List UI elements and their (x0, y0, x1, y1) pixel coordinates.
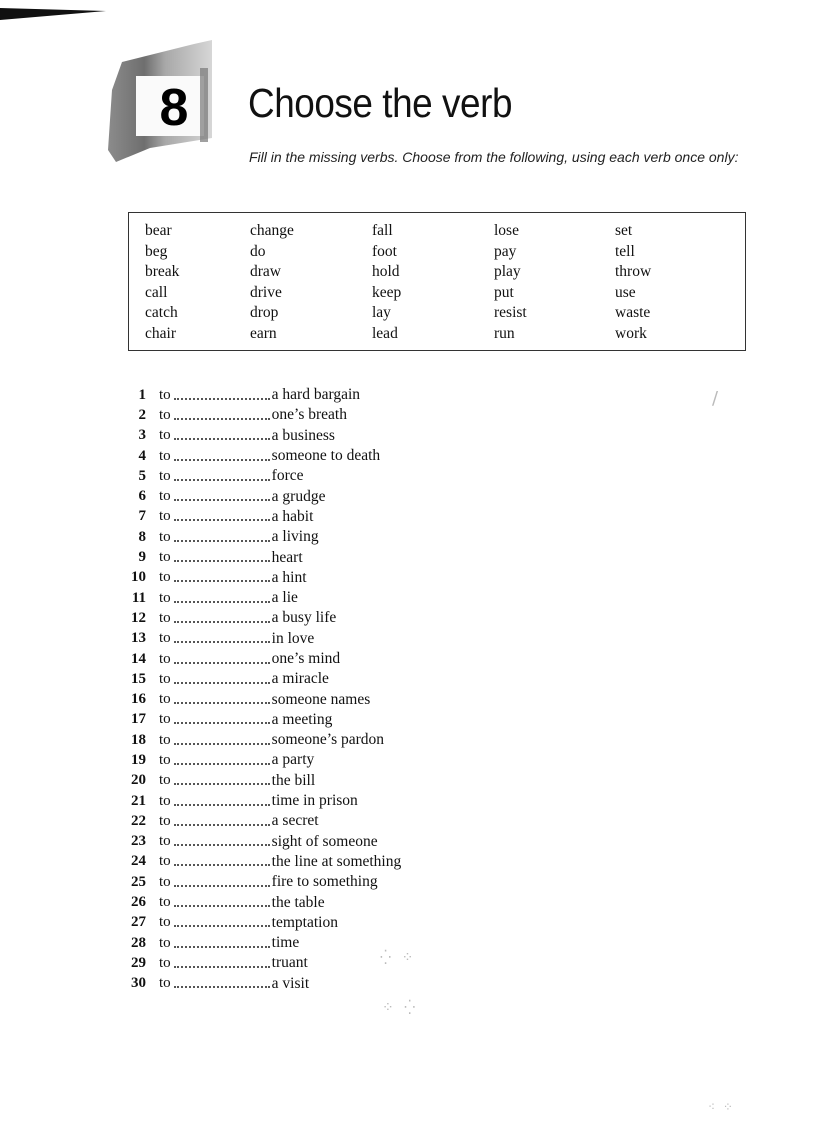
item-number: 11 (131, 589, 146, 606)
item-number: 10 (131, 569, 146, 586)
item-number: 30 (131, 975, 146, 992)
verb-item: do (250, 242, 266, 260)
item-to: to (159, 691, 171, 708)
exercise-item (120, 974, 401, 994)
verb-item: waste (615, 304, 651, 321)
item-to: to (159, 894, 171, 911)
item-phrase: a lie (271, 589, 298, 607)
verb-item: break (145, 263, 180, 280)
blank-line (174, 885, 270, 887)
blank-line (174, 804, 270, 806)
item-to: to (159, 954, 171, 971)
verb-list-box (128, 212, 746, 351)
verb-item: catch (145, 304, 178, 321)
exercise-item (120, 547, 401, 567)
item-phrase: force (271, 467, 304, 485)
item-number: 4 (138, 447, 146, 464)
blank-line (174, 479, 270, 481)
item-to: to (159, 569, 171, 586)
blank-line (174, 905, 270, 907)
verb-item: pay (494, 242, 517, 260)
item-number: 13 (131, 630, 146, 647)
item-number: 23 (131, 833, 146, 850)
item-number: 19 (131, 751, 146, 768)
exercise-item (120, 507, 401, 527)
blank-line (174, 418, 270, 420)
verb-item: run (494, 324, 515, 342)
exercise-item (120, 892, 401, 912)
exercise-item (120, 791, 401, 811)
exercise-item (120, 385, 401, 405)
blank-line (174, 946, 270, 948)
page-corner-arrow-icon (0, 6, 106, 22)
item-to: to (159, 406, 171, 423)
item-phrase: fire to something (271, 873, 378, 891)
blank-line (174, 925, 270, 927)
item-phrase: a miracle (271, 670, 329, 688)
item-phrase: a meeting (271, 710, 333, 728)
instructions: Fill in the missing verbs. Choose from the following, using each verb once only: (249, 149, 739, 165)
item-to: to (159, 467, 171, 484)
verb-item: drop (250, 304, 279, 321)
exercise-item (120, 405, 401, 425)
verb-item: set (615, 222, 633, 239)
verb-column (372, 221, 401, 344)
item-number: 28 (131, 934, 146, 951)
exercise-item (120, 750, 401, 770)
item-phrase: a visit (271, 974, 310, 992)
verb-item: bear (145, 222, 172, 239)
verb-item: play (494, 263, 521, 280)
blank-line (174, 763, 270, 765)
verb-column (145, 221, 179, 344)
blank-line (174, 824, 270, 826)
item-number: 25 (131, 873, 146, 890)
item-phrase: temptation (271, 913, 338, 931)
item-to: to (159, 447, 171, 464)
item-phrase: the line at something (271, 852, 402, 870)
verb-column (494, 221, 527, 344)
item-number: 8 (138, 528, 146, 545)
item-phrase: a secret (271, 812, 319, 830)
scan-noise: ⁘ ⁛ (382, 1000, 419, 1016)
item-number: 3 (138, 427, 146, 444)
verb-item: call (145, 283, 168, 301)
item-number: 20 (131, 772, 146, 789)
item-number: 26 (131, 894, 146, 911)
item-phrase: a grudge (271, 487, 326, 505)
verb-item: beg (145, 242, 168, 260)
item-phrase: a hint (271, 568, 307, 586)
verb-item: put (494, 283, 514, 301)
exercise-item (120, 811, 401, 831)
blank-line (174, 864, 270, 866)
blank-line (174, 621, 270, 623)
item-number: 12 (131, 609, 146, 626)
exercise-item (120, 710, 401, 730)
exercise-item (120, 588, 401, 608)
blank-line (174, 601, 270, 603)
item-to: to (159, 914, 171, 931)
item-phrase: time (271, 934, 300, 952)
exercise-item (120, 649, 401, 669)
unit-number: 8 (159, 79, 189, 137)
blank-line (174, 580, 270, 582)
verb-item: earn (250, 324, 277, 342)
exercise-item (120, 933, 401, 953)
item-number: 5 (138, 467, 146, 484)
blank-line (174, 398, 270, 400)
exercise-item (120, 832, 401, 852)
item-phrase: a hard bargain (271, 386, 361, 404)
blank-line (174, 641, 270, 643)
verb-item: work (615, 324, 647, 342)
verb-item: lead (372, 324, 398, 342)
blank-line (174, 743, 270, 745)
verb-item: change (250, 222, 294, 239)
exercise-item (120, 953, 401, 973)
item-to: to (159, 833, 171, 850)
verb-item: drive (250, 283, 282, 301)
item-phrase: someone names (271, 690, 371, 708)
item-to: to (159, 711, 171, 728)
blank-line (174, 682, 270, 684)
verb-item: chair (145, 324, 176, 342)
item-number: 7 (138, 508, 146, 525)
scan-noise: ⁖ ⁘ (708, 1100, 735, 1114)
verb-item: foot (372, 242, 397, 260)
item-phrase: a living (271, 528, 319, 546)
item-to: to (159, 975, 171, 992)
exercise-item (120, 689, 401, 709)
verb-column (615, 221, 651, 344)
item-to: to (159, 589, 171, 606)
item-phrase: one’s breath (271, 406, 347, 424)
verb-item: lay (372, 304, 391, 321)
exercise-item (120, 730, 401, 750)
exercise-item (120, 486, 401, 506)
item-number: 27 (131, 914, 146, 931)
item-to: to (159, 853, 171, 870)
exercise-item (120, 608, 401, 628)
blank-line (174, 540, 270, 542)
exercise-item (120, 426, 401, 446)
item-to: to (159, 751, 171, 768)
exercise-item (120, 669, 401, 689)
exercise-item (120, 872, 401, 892)
verb-item: keep (372, 283, 402, 301)
item-number: 9 (138, 549, 146, 566)
blank-line (174, 560, 270, 562)
item-to: to (159, 488, 171, 505)
item-phrase: one’s mind (271, 650, 341, 667)
item-phrase: the bill (271, 771, 316, 789)
item-to: to (159, 670, 171, 687)
scan-mark: / (712, 388, 719, 409)
exercise-item (120, 913, 401, 933)
item-to: to (159, 873, 171, 890)
exercise-item (120, 527, 401, 547)
blank-line (174, 844, 270, 846)
verb-item: use (615, 283, 636, 301)
item-to: to (159, 792, 171, 809)
item-phrase: a party (271, 751, 315, 769)
item-number: 18 (131, 731, 146, 748)
item-to: to (159, 609, 171, 626)
exercise-item (120, 466, 401, 486)
blank-line (174, 519, 270, 521)
blank-line (174, 722, 270, 724)
item-phrase: heart (271, 548, 303, 566)
exercise-item (120, 771, 401, 791)
page-title: Choose the verb (248, 80, 513, 126)
item-phrase: the table (271, 893, 325, 911)
item-phrase: in love (271, 629, 315, 647)
exercise-item (120, 629, 401, 649)
item-to: to (159, 427, 171, 444)
blank-line (174, 662, 270, 664)
item-to: to (159, 731, 171, 748)
item-to: to (159, 508, 171, 525)
blank-line (174, 966, 270, 968)
item-to: to (159, 772, 171, 789)
blank-line (174, 438, 270, 440)
exercise-list (120, 385, 401, 994)
item-number: 24 (131, 853, 146, 870)
item-number: 17 (131, 711, 146, 728)
scan-noise: ⁛ ⁘ (380, 950, 417, 966)
item-number: 1 (138, 386, 146, 403)
item-phrase: a business (271, 426, 335, 444)
blank-line (174, 702, 270, 704)
blank-line (174, 459, 270, 461)
blank-line (174, 986, 270, 988)
item-phrase: truant (271, 954, 308, 972)
blank-line (174, 783, 270, 785)
exercise-item (120, 852, 401, 872)
verb-item: fall (372, 222, 393, 239)
item-to: to (159, 630, 171, 647)
verb-item: hold (372, 263, 400, 280)
verb-item: lose (494, 222, 519, 239)
verb-item: tell (615, 242, 635, 260)
item-phrase: someone’s pardon (271, 731, 385, 749)
item-number: 21 (131, 792, 146, 809)
verb-column (250, 221, 294, 344)
item-number: 14 (131, 650, 146, 667)
item-phrase: someone to death (271, 447, 381, 465)
verb-item: draw (250, 263, 281, 280)
item-number: 22 (131, 812, 146, 829)
item-to: to (159, 386, 171, 403)
item-phrase: time in prison (271, 792, 358, 810)
verb-item: throw (615, 263, 652, 280)
item-number: 29 (131, 954, 146, 971)
item-number: 16 (131, 691, 146, 708)
item-to: to (159, 650, 171, 667)
exercise-item (120, 568, 401, 588)
item-to: to (159, 934, 171, 951)
exercise-item (120, 446, 401, 466)
item-phrase: a busy life (271, 609, 337, 627)
unit-badge (108, 40, 220, 164)
item-number: 6 (138, 488, 146, 505)
blank-line (174, 499, 270, 501)
item-phrase: a habit (271, 507, 314, 525)
item-phrase: sight of someone (271, 832, 378, 850)
item-number: 15 (131, 670, 146, 687)
item-to: to (159, 549, 171, 566)
item-number: 2 (138, 406, 146, 423)
item-to: to (159, 528, 171, 545)
verb-item: resist (494, 304, 527, 321)
item-to: to (159, 812, 171, 829)
